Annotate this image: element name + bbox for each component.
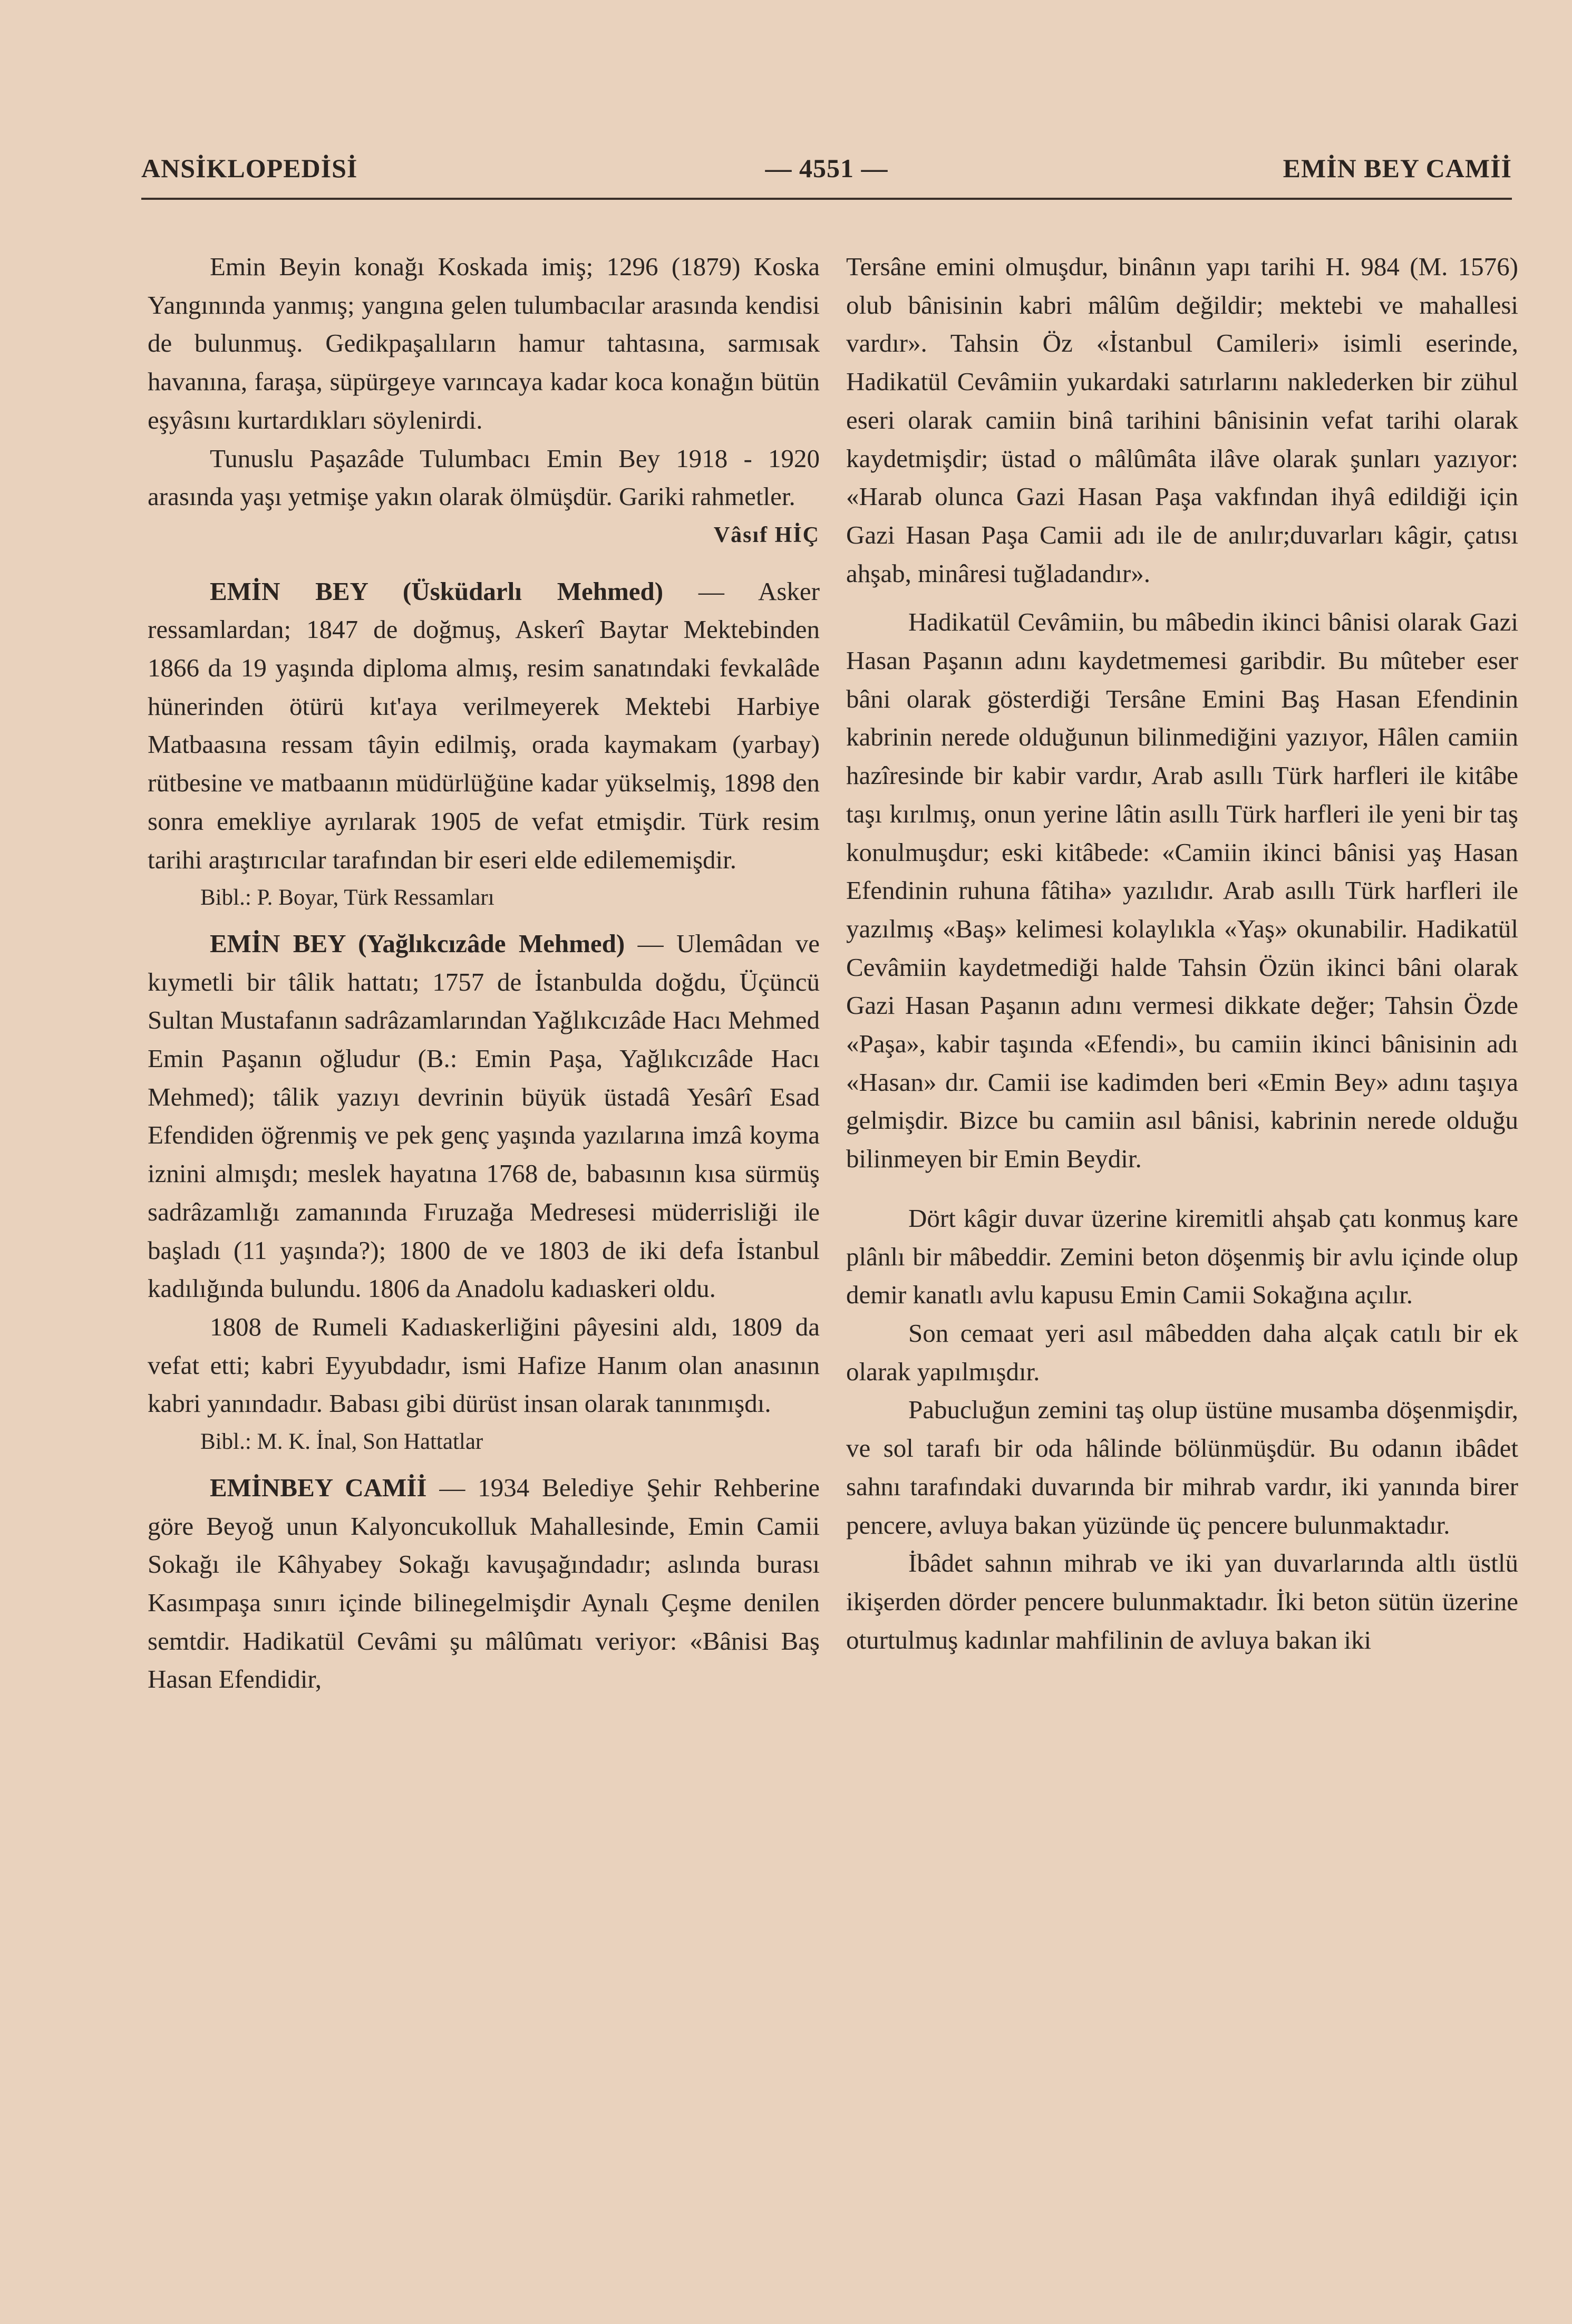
entry-headword: EMİN BEY (Yağlıkcızâde Mehmed) <box>210 928 625 958</box>
paragraph: Tunuslu Paşazâde Tulumbacı Emin Bey 1918 - 1920 arasında yaşı yetmişe yakın olarak ölmüşdür. Gariki rahmetler. <box>148 443 820 511</box>
author-signature: Vâsıf HİÇ <box>713 522 820 547</box>
page-number: — 4551 — <box>765 153 888 183</box>
entry-headword: EMİNBEY CAMİİ <box>210 1473 427 1502</box>
paragraph: Son cemaat yeri asıl mâbedden daha alçak catılı bir ek olarak yapılmışdır. <box>846 1318 1518 1386</box>
entry-headword: EMİN BEY (Üsküdarlı Mehmed) <box>210 576 664 606</box>
entry-emin-bey-uskudarli <box>148 573 820 879</box>
paragraph: 1808 de Rumeli Kadıaskerliğini pâyesini aldı, 1809 da vefat etti; kabri Eyyubdadır, ismi Hafize Hanım olan anasının kabri yanındadır. Babası gibi dürüst insan olarak tanınmışdı. <box>148 1312 820 1418</box>
header-rule <box>141 198 1512 200</box>
entry-text: — Asker ressamlardan; 1847 de doğmuş, Askerî Baytar Mektebinden 1866 da 19 yaşında diploma almış, resim sanatındaki fevkalâde hünerinden ötürü kıt'aya verilmeyerek Mektebi Harbiye Matbaasına ressam tâyin edilmiş, orada kaymakam (yarbay) rütbesine ve matbaanın müdürlüğüne kadar yükselmiş, 1898 den sonra emekliye ayrılarak 1905 de vefat etmişdir. Türk resim tarihi araştırıcılar tarafından bir eseri elde edilememişdir. <box>148 576 820 874</box>
paragraph: Hadikatül Cevâmiin, bu mâbedin ikinci bânisi olarak Gazi Hasan Paşanın adını kaydetmemesi garibdir. Bu mûteber eser bâni olarak gösterdiği Tersâne Emini Baş Hasan Efendinin kabrinin nerede olduğunun bilinmediğini yazıyor, Hâlen camiin hazîresinde bir kabir vardır, Arab asıllı Türk harfleri ile kitâbe taşı kırılmış, onun yerine lâtin asıllı Türk harfleri ile yeni bir taş konulmuşdur; eski kitâbede: «Camiin ikinci bânisi yaş Hasan Efendinin ruhuna fâtiha» yazılıdır. Arab asıllı Türk harfleri ile yazılmış «Baş» kelimesi kolaylıkla «Yaş» okunabilir. Hadikatül Cevâmiin kaydetmediği halde Tahsin Özün ikinci bâni olarak Gazi Hasan Paşanın adını vermesi dikkate değer; Tahsin Özde «Paşa», kabir taşında «Efendi», bu camiin ikinci bânisinin adı «Hasan» dır. Camii ise kadimden beri «Emin Bey» adını taşıya gelmişdir. Bizce bu camiin asıl bânisi, kabrinin nerede olduğu bilinmeyen bir Emin Beydir. <box>846 607 1518 1174</box>
paragraph: Tersâne emini olmuşdur, binânın yapı tarihi H. 984 (M. 1576) olub bânisinin kabri mâlûm değildir; mektebi ve mahallesi vardır». Tahsin Öz «İstanbul Camileri» isimli eserinde, Hadikatül Cevâmiin yukardaki satırlarını naklederken bir zühul eseri olarak camiin binâ tarihini bânisinin vefat tarihi olarak kaydetmişdir; üstad o mâlûmâta ilâve olarak şunları yazıyor: «Harab olunca Gazi Hasan Paşa vakfından ihyâ edildiği için Gazi Hasan Paşa Camii adı ile de anılır;duvarları kâgir, çatısı ahşab, minâresi tuğladandır». <box>846 252 1518 588</box>
entry-emin-bey-yaglikcizade <box>148 925 820 1308</box>
paragraph: Dört kâgir duvar üzerine kiremitli ahşab çatı konmuş kare plânlı bir mâbeddir. Zemini beton döşenmiş bir avlu içinde olup demir kanatlı avlu kapusu Emin Camii Sokağına açılır. <box>846 1203 1518 1310</box>
entry-text: — 1934 Belediye Şehir Rehberine göre Beyoğ unun Kalyoncukolluk Mahallesinde, Emin Camii Sokağı ile Kâhyabey Sokağı kavuşağındadır; aslında burası Kasımpaşa sınırı içinde bilinegelmişdir Aynalı Çeşme denilen semtdir. Hadikatül Cevâmi şu mâlûmatı veriyor: «Bânisi Baş Hasan Efendidir, <box>148 1473 820 1694</box>
header-right-title: EMİN BEY CAMİİ <box>1283 153 1512 183</box>
left-column <box>148 248 820 1699</box>
paragraph: Emin Beyin konağı Koskada imiş; 1296 (1879) Koska Yangınında yanmış; yangına gelen tulumbacılar arasında kendisi de bulunmuş. Gedikpaşalıların hamur tahtasına, sarmısak havanına, faraşa, süpürgeye varıncaya kadar koca konağın bütün eşyâsını kurtardıkları söylenirdi. <box>148 252 820 434</box>
right-column <box>846 248 1518 1659</box>
entry-text: — Ulemâdan ve kıymetli bir tâlik hattatı; 1757 de İstanbulda doğdu, Üçüncü Sultan Mustafanın sadrâzamlarından Yağlıkcızâde Hacı Mehmed Emin Paşanın oğludur (B.: Emin Paşa, Yağlıkcızâde Hacı Mehmed); tâlik yazıyı devrinin büyük üstadâ Yesârî Esad Efendiden öğrenmiş ve pek genç yaşında yazılarına imzâ koyma iznini almışdı; meslek hayatına 1768 de, babasının kısa sürmüş sadrâzamlığı zamanında Fıruzağa Medresesi müderrisliği ile başladı (11 yaşında?); 1800 de ve 1803 de iki defa İstanbul kadılığında bulundu. 1806 da Anadolu kadıaskeri oldu. <box>148 928 820 1303</box>
entry-eminbey-camii <box>148 1469 820 1699</box>
paragraph: Pabucluğun zemini taş olup üstüne musamba döşenmişdir, ve sol tarafı bir oda hâlinde bölünmüşdür. Bu odanın ibâdet sahnı tarafındaki duvarında bir mihrab vardır, iki yanında birer pencere, avluya bakan yüzünde üç pencere bulunmaktadır. <box>846 1395 1518 1539</box>
bibliography: Bibl.: P. Boyar, Türk Ressamları <box>200 885 494 911</box>
header-left-title: ANSİKLOPEDİSİ <box>141 153 358 183</box>
paragraph: İbâdet sahnın mihrab ve iki yan duvarlarında altlı üstlü ikişerden dörder pencere bulunmaktadır. İki beton sütün üzerine oturtulmuş kadınlar mahfilinin de avluya bakan iki <box>846 1548 1518 1654</box>
bibliography: Bibl.: M. K. İnal, Son Hattatlar <box>200 1429 483 1455</box>
running-header <box>141 153 1512 195</box>
